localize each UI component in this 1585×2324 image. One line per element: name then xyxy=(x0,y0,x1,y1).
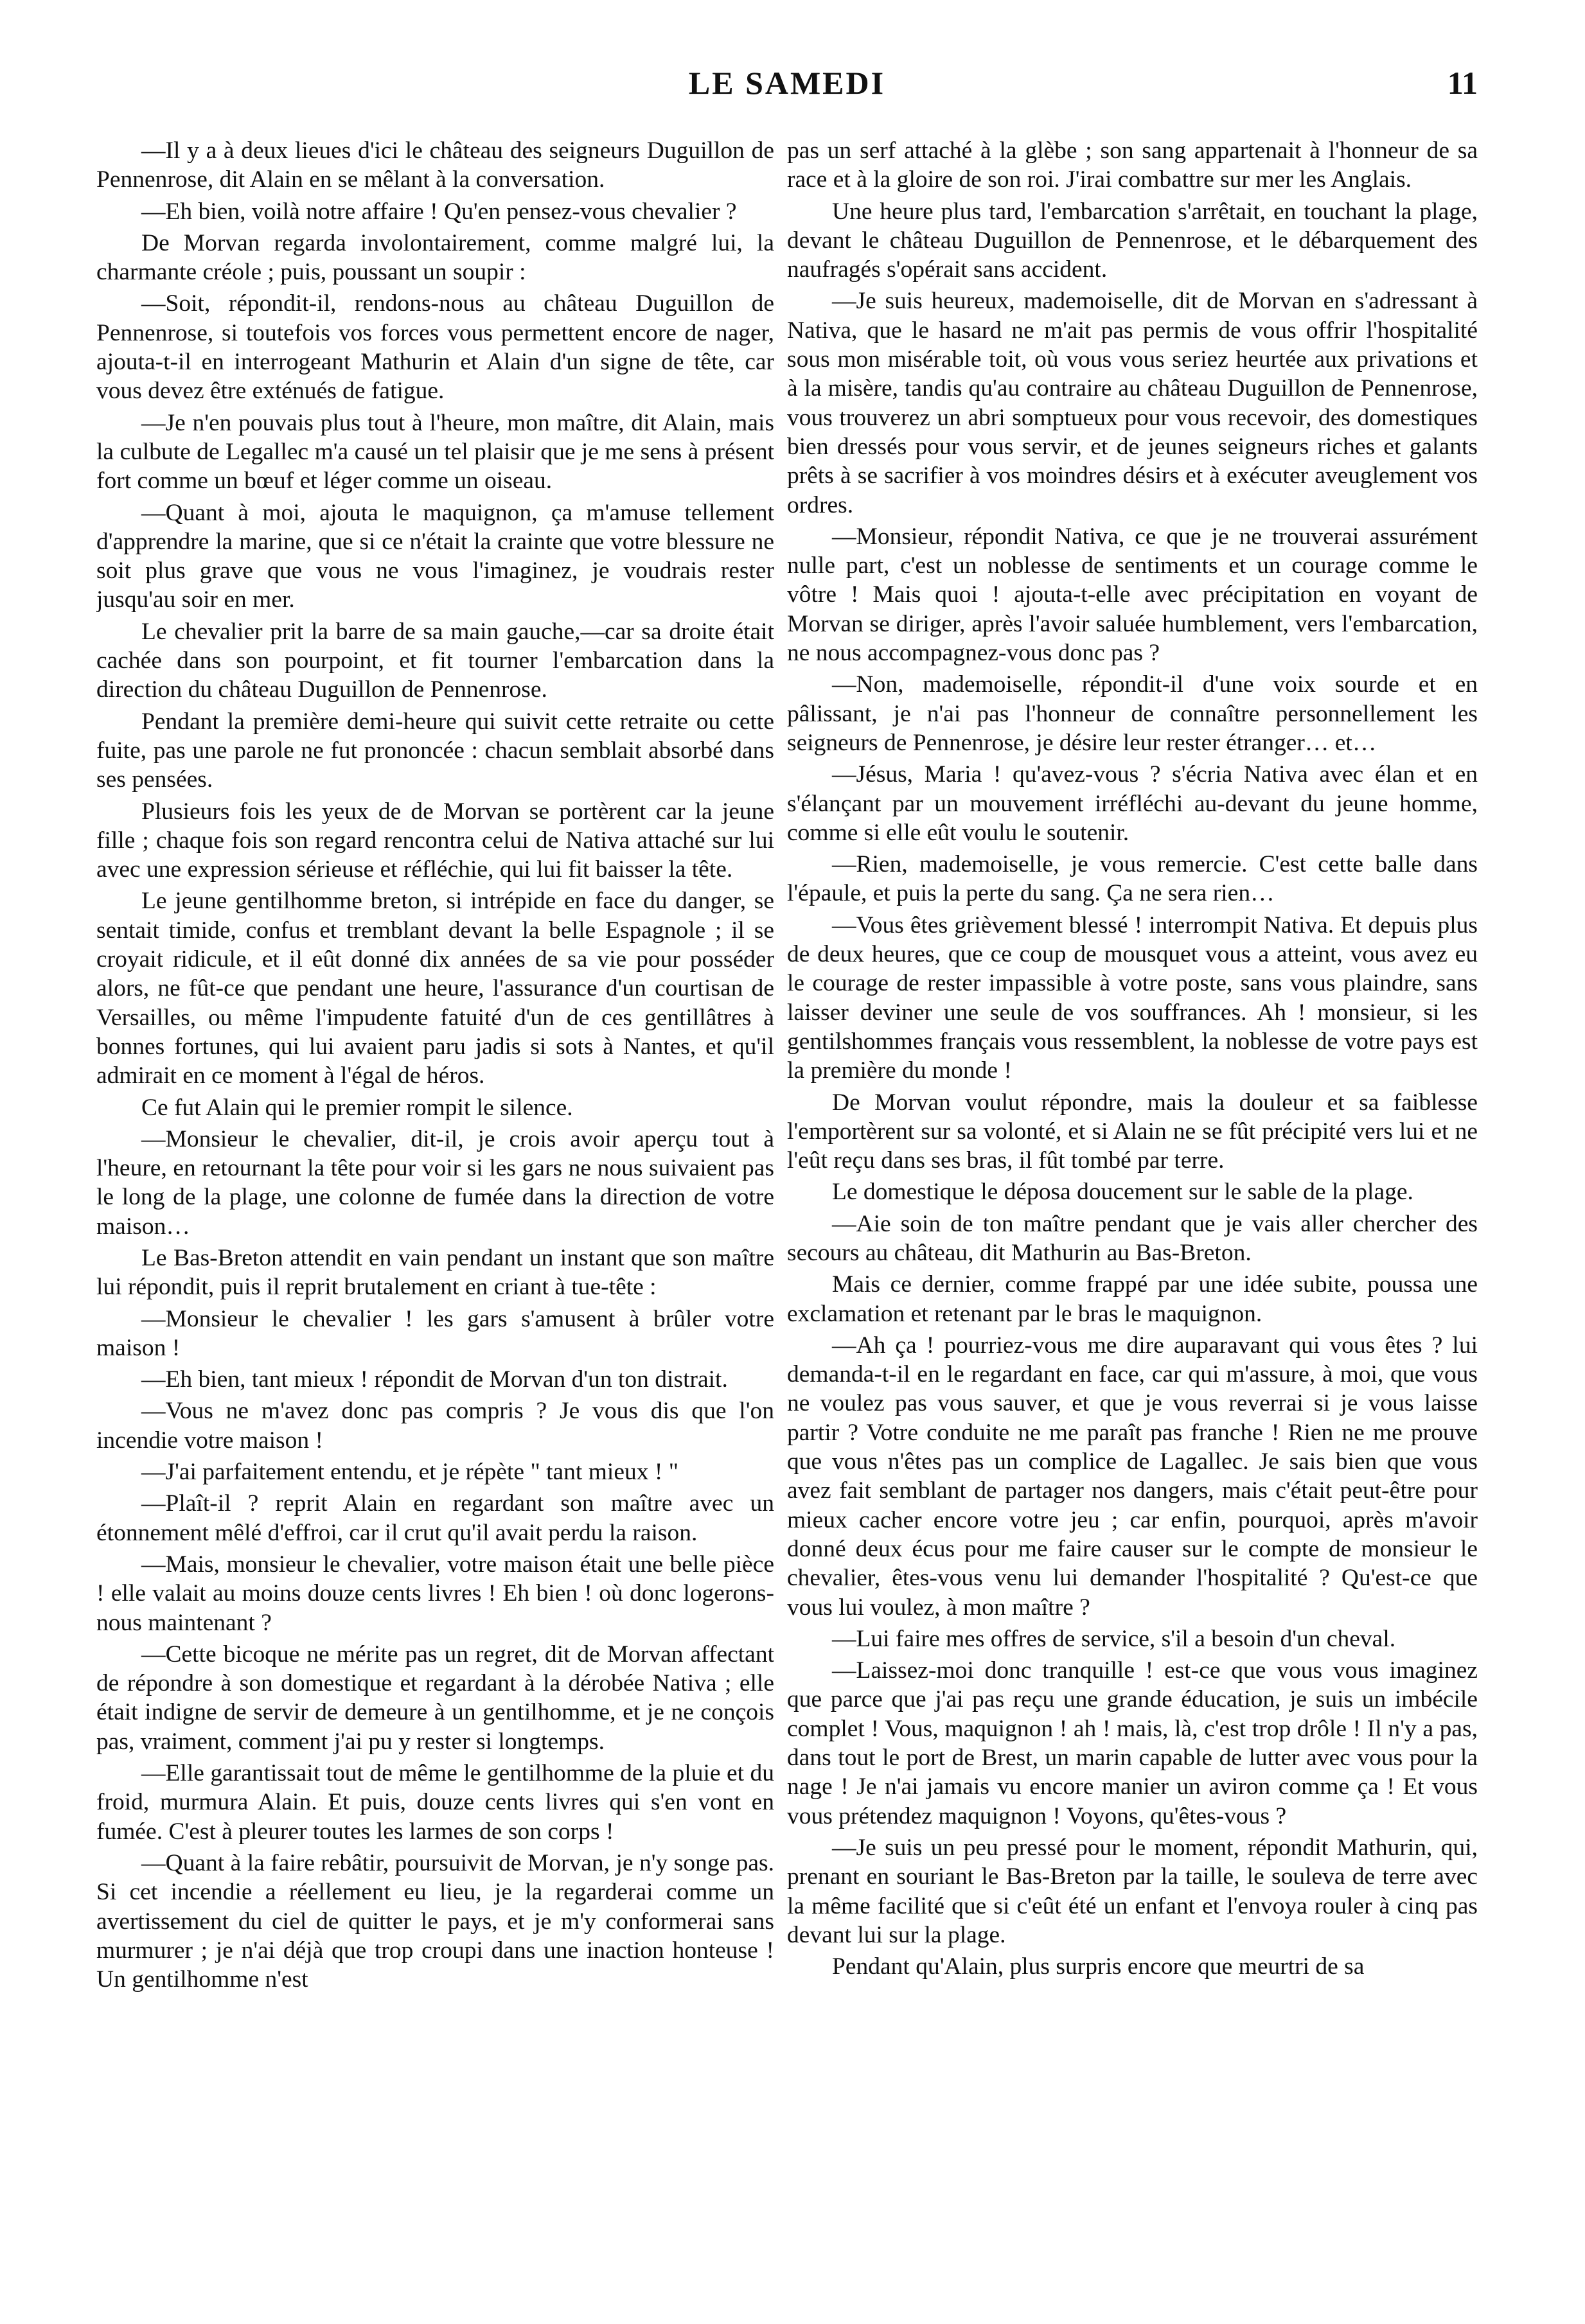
paragraph: —Non, mademoiselle, répondit-il d'une voix sourde et en pâlissant, je n'ai pas l'honneur de connaître personnellement les seigneurs de Pennenrose, je désire leur rester étranger… et… xyxy=(787,671,1478,756)
paragraph: Une heure plus tard, l'embarcation s'arrêtait, en touchant la plage, devant le château Duguillon de Pennenrose, et le débarquement des naufragés s'opérait sans accident. xyxy=(787,198,1478,283)
paragraph: —Laissez-moi donc tranquille ! est-ce que vous vous imaginez que parce que j'ai pas reçu une grande éducation, je suis un imbécile complet ! Vous, maquignon ! ah ! mais, là, c'est trop drôle ! Il n'y a pas, dans tout le port de Brest, un marin capable de lutter avec vous pour la nage ! Je n'ai jamais vu encore manier un aviron comme ça ! Et vous vous prétendez maquignon ! Voyons, qu'êtes-vous ? xyxy=(787,1657,1478,1829)
paragraph: —Aie soin de ton maître pendant que je vais aller chercher des secours au château, dit Mathurin au Bas-Breton. xyxy=(787,1210,1478,1266)
paragraph: —Jésus, Maria ! qu'avez-vous ? s'écria Nativa avec élan et en s'élançant par un mouvement irréfléchi au-devant du jeune homme, comme si elle eût voulu le soutenir. xyxy=(787,761,1478,846)
paragraph: Mais ce dernier, comme frappé par une idée subite, poussa une exclamation et retenant par le bras le maquignon. xyxy=(787,1271,1478,1327)
right-column xyxy=(787,136,1478,2282)
paragraph: —Cette bicoque ne mérite pas un regret, dit de Morvan affectant de répondre à son domestique et regardant à la dérobée Nativa ; elle était indigne de servir de demeure à un gentilhomme, et je ne conçois pas, vraiment, comment j'ai pu y rester si longtemps. xyxy=(96,1641,774,1755)
page-number: 11 xyxy=(1447,65,1478,101)
paragraph: De Morvan regarda involontairement, comme malgré lui, la charmante créole ; puis, poussant un soupir : xyxy=(96,229,774,286)
paragraph: —Je suis heureux, mademoiselle, dit de Morvan en s'adressant à Nativa, que le hasard ne m'ait pas permis de vous offrir l'hospitalité sous mon misérable toit, où vous vous seriez heurtée aux privations et à la misère, tandis qu'au contraire au château Duguillon de Pennenrose, vous trouverez un abri somptueux pour vous recevoir, des domestiques bien dressés pour vous servir, et de jeunes seigneurs riches et galants prêts à se sacrifier à vos moindres désirs et à exécuter aveuglement vos ordres. xyxy=(787,288,1478,518)
paragraph: Pendant qu'Alain, plus surpris encore que meurtri de sa xyxy=(832,1953,1365,1980)
paragraph: —Monsieur le chevalier, dit-il, je crois avoir aperçu tout à l'heure, en retournant la tête pour voir si les gars ne nous suivaient pas le long de la plage, une colonne de fumée dans la direction de votre maison… xyxy=(96,1125,774,1240)
paragraph: —Vous êtes grièvement blessé ! interrompit Nativa. Et depuis plus de deux heures, que ce coup de mousquet vous a atteint, vous avez eu le courage de rester impassible à votre poste, sans vous plaindre, sans laisser deviner une seule de vos souffrances. Ah ! monsieur, si les gentilshommes français vous ressemblent, la noblesse de votre pays est la première du monde ! xyxy=(787,911,1478,1084)
paragraph-continued: pas un serf attaché à la glèbe ; son sang appartenait à l'honneur de sa race et à la gloire de son roi. J'irai combattre sur mer les Anglais. xyxy=(787,137,1478,193)
paragraph: —Quant à moi, ajouta le maquignon, ça m'amuse tellement d'apprendre la marine, que si ce n'était la crainte que votre blessure ne soit plus grave que vous ne vous l'imaginez, je voudrais rester jusqu'au soir en mer. xyxy=(96,499,774,613)
paragraph: —J'ai parfaitement entendu, et je répète " tant mieux ! " xyxy=(141,1459,679,1486)
page-header xyxy=(96,64,1478,122)
paragraph: De Morvan voulut répondre, mais la douleur et sa faiblesse l'emportèrent sur sa volonté, et si Alain ne se fût précipité vers lui et ne l'eût reçu dans ses bras, il fût tombé par terre. xyxy=(787,1089,1478,1174)
paragraph: Le jeune gentilhomme breton, si intrépide en face du danger, se sentait timide, confus et tremblant devant la belle Espagnole ; il se croyait ridicule, et il eût donné dix années de sa vie pour posséder alors, ne fût-ce que pendant une heure, l'assurance d'un courtisan de Versailles, ou même l'impudente fatuité d'un de ces gentillâtres à bonnes fortunes, qui lui avaient paru jadis si sots à Nantes, et qu'il admirait en ce moment à l'égal de héros. xyxy=(96,888,774,1089)
paragraph: Plusieurs fois les yeux de de Morvan se portèrent car la jeune fille ; chaque fois son regard rencontra celui de Nativa attaché sur lui avec une expression sérieuse et réfléchie, qui lui fit baisser la tête. xyxy=(96,798,774,883)
paragraph: —Lui faire mes offres de service, s'il a besoin d'un cheval. xyxy=(832,1625,1396,1652)
paragraph: —Je n'en pouvais plus tout à l'heure, mon maître, dit Alain, mais la culbute de Legallec m'a causé un tel plaisir que je me sens à présent fort comme un bœuf et léger comme un oiseau. xyxy=(96,409,774,495)
paragraph: —Eh bien, voilà notre affaire ! Qu'en pensez-vous chevalier ? xyxy=(141,198,737,225)
paragraph: —Monsieur, répondit Nativa, ce que je ne trouverai assurément nulle part, c'est un noblesse de sentiments et un courage comme le vôtre ! Mais quoi ! ajouta-t-elle avec précipitation en voyant de Morvan se diriger, après l'avoir saluée humblement, vers l'embarcation, ne nous accompagnez-vous donc pas ? xyxy=(787,523,1478,667)
running-title: LE SAMEDI xyxy=(688,65,886,101)
left-column xyxy=(96,136,774,2282)
paragraph: —Rien, mademoiselle, je vous remercie. C'est cette balle dans l'épaule, et puis la perte du sang. Ça ne sera rien… xyxy=(787,851,1478,907)
paragraph: —Eh bien, tant mieux ! répondit de Morvan d'un ton distrait. xyxy=(141,1366,728,1393)
paragraph: —Il y a à deux lieues d'ici le château des seigneurs Duguillon de Pennenrose, dit Alain en se mêlant à la conversation. xyxy=(96,137,774,193)
paragraph: Le Bas-Breton attendit en vain pendant un instant que son maître lui répondit, puis il reprit brutalement en criant à tue-tête : xyxy=(96,1244,774,1301)
paragraph: Ce fut Alain qui le premier rompit le silence. xyxy=(141,1094,573,1121)
paragraph: Le chevalier prit la barre de sa main gauche,—car sa droite était cachée dans son pourpoint, et fit tourner l'embarcation dans la direction du château Duguillon de Pennenrose. xyxy=(96,618,774,703)
paragraph: Le domestique le déposa doucement sur le sable de la plage. xyxy=(832,1179,1413,1206)
paragraph: —Monsieur le chevalier ! les gars s'amusent à brûler votre maison ! xyxy=(96,1305,774,1361)
paragraph: —Je suis un peu pressé pour le moment, répondit Mathurin, qui, prenant en souriant le Bas-Breton par la taille, le souleva de terre avec la même facilité que si c'eût été un enfant et l'envoya rouler à cinq pas devant lui sur la plage. xyxy=(787,1834,1478,1948)
paragraph: Pendant la première demi-heure qui suivit cette retraite ou cette fuite, pas une parole ne fut prononcée : chacun semblait absorbé dans ses pensées. xyxy=(96,708,774,793)
paragraph: —Soit, répondit-il, rendons-nous au château Duguillon de Pennenrose, si toutefois vos forces vous permettent encore de nager, ajouta-t-il en interrogeant Mathurin et Alain d'un signe de tête, car vous devez être exténués de fatigue. xyxy=(96,290,774,405)
paragraph: —Plaît-il ? reprit Alain en regardant son maître avec un étonnement mêlé d'effroi, car il crut qu'il avait perdu la raison. xyxy=(96,1490,774,1546)
paragraph: —Mais, monsieur le chevalier, votre maison était une belle pièce ! elle valait au moins douze cents livres ! Eh bien ! où donc logerons-nous maintenant ? xyxy=(96,1551,774,1636)
paragraph: —Elle garantissait tout de même le gentilhomme de la pluie et du froid, murmura Alain. Et puis, douze cents livres qui s'en vont en fumée. C'est à pleurer toutes les larmes de son corps ! xyxy=(96,1760,774,1845)
paragraph: —Vous ne m'avez donc pas compris ? Je vous dis que l'on incendie votre maison ! xyxy=(96,1398,774,1454)
paragraph: —Quant à la faire rebâtir, poursuivit de Morvan, je n'y songe pas. Si cet incendie a réellement eu lieu, je la regarderai comme un avertissement du ciel de quitter le pays, et je m'y conformerai sans murmurer ; je n'ai déjà que trop croupi dans une inaction honteuse ! Un gentilhomme n'est xyxy=(96,1849,774,1993)
paragraph: —Ah ça ! pourriez-vous me dire auparavant qui vous êtes ? lui demanda-t-il en le regardant en face, car qui m'assure, à moi, que vous ne voulez pas vous sauver, et que je vous reverrai si je vous laisse partir ? Votre conduite ne me paraît pas franche ! Rien ne me prouve que vous n'êtes pas un complice de Lagallec. Je sais bien que vous avez fait semblant de partager nos dangers, mais c'était peut-être pour mieux cacher encore votre jeu ; car enfin, pourquoi, après m'avoir donné deux écus pour me faire causer sur le compte de monsieur le chevalier, êtes-vous venu lui demander l'hospitalité ? Qu'est-ce que vous lui voulez, à mon maître ? xyxy=(787,1332,1478,1621)
